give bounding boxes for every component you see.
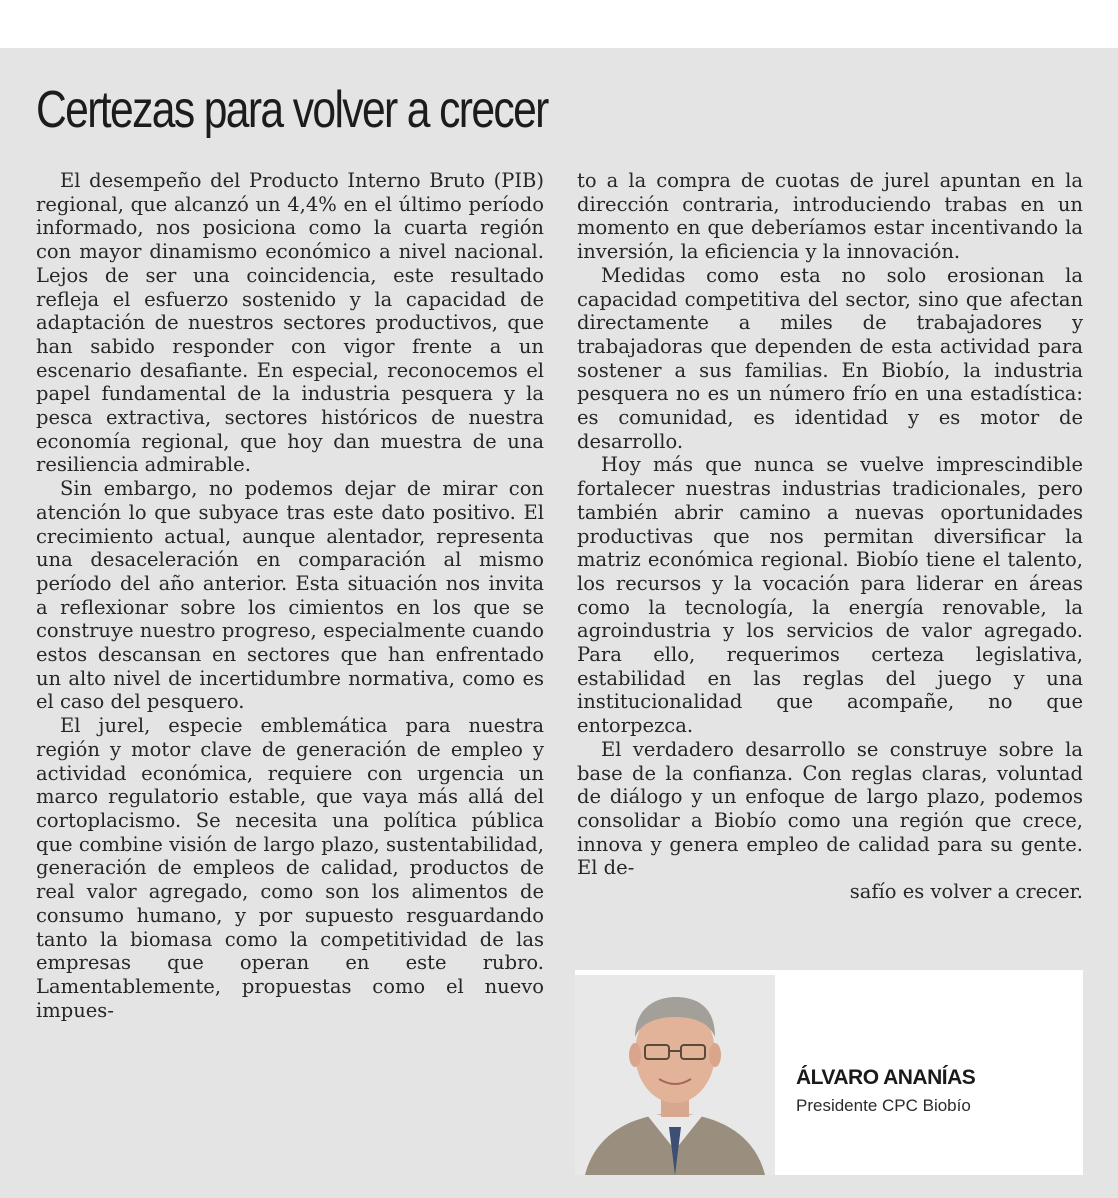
article-paragraph: El jurel, especie emblemática para nuestra región y motor clave de generación de empleo y actividad económica, requiere con urgencia un marco regulatorio estable, que vaya más allá del cortoplacismo. Se necesita una política pública que combine visión de largo plazo, sustentabilidad, generación de empleos de calidad, productos de real valor agregado, como son los alimentos de consumo humano, y por supuesto resguardando tanto la biomasa como la competitividad de las empresas que operan en este rubro. Lamentablemente, propuestas como el nuevo impues- [36, 714, 544, 1022]
article-closing-line: safío es volver a crecer. [849, 880, 1083, 904]
article-paragraph: Sin embargo, no podemos dejar de mirar con atención lo que subyace tras este dato positivo. El crecimiento actual, aunque alentador, representa una desaceleración en comparación al mismo período del año anterior. Esta situación nos invita a reflexionar sobre los cimientos en los que se construye nuestro progreso, especialmente cuando estos descansan en sectores que han enfrentado un alto nivel de incertidumbre normativa, como es el caso del pesquero. [36, 477, 544, 714]
article-column-right [577, 169, 1083, 904]
author-portrait-image [575, 975, 775, 1175]
article-paragraph: El verdadero desarrollo se construye sobre la base de la confianza. Con reglas claras, voluntad de diálogo y un enfoque de largo plazo, podemos consolidar a Biobío como una región que crece, innova y genera empleo de calidad para su gente. El de- [577, 737, 1083, 880]
author-name: ÁLVARO ANANÍAS [796, 1066, 976, 1089]
article-paragraph-continued: to a la compra de cuotas de jurel apuntan en la dirección contraria, introduciendo trabas en un momento en que deberíamos estar incentivando la inversión, la eficiencia y la innovación. [577, 169, 1083, 264]
author-box [575, 970, 1083, 1175]
author-role: Presidente CPC Biobío [796, 1096, 971, 1115]
author-photo [575, 975, 775, 1175]
article-paragraph: Medidas como esta no solo erosionan la capacidad competitiva del sector, sino que afectan directamente a miles de trabajadores y trabajadoras que dependen de esta actividad para sostener a sus familias. En Biobío, la industria pesquera no es un número frío en una estadística: es comunidad, es identidad y es motor de desarrollo. [577, 263, 1083, 453]
article-paragraph: El desempeño del Producto Interno Bruto (PIB) regional, que alcanzó un 4,4% en el último período informado, nos posiciona como la cuarta región con mayor dinamismo económico a nivel nacional. Lejos de ser una coincidencia, este resultado refleja el esfuerzo sostenido y la capacidad de adaptación de nuestros sectores productivos, que han sabido responder con vigor frente a un escenario desafiante. En especial, reconocemos el papel fundamental de la industria pesquera y la pesca extractiva, sectores históricos de nuestra economía regional, que hoy dan muestra de una resiliencia admirable. [36, 169, 544, 477]
article-column-left [36, 169, 544, 1022]
article-paragraph: Hoy más que nunca se vuelve imprescindible fortalecer nuestras industrias tradicionales, pero también abrir camino a nuevas oportunidades productivas que nos permitan diversificar la matriz económica regional. Biobío tiene el talento, los recursos y la vocación para liderar en áreas como la tecnología, la energía renovable, la agroindustria y los servicios de valor agregado. Para ello, requerimos certeza legislativa, estabilidad en las reglas del juego y una institucionalidad que acompañe, no que entorpezca. [577, 453, 1083, 738]
article-title: Certezas para volver a crecer [36, 81, 548, 139]
